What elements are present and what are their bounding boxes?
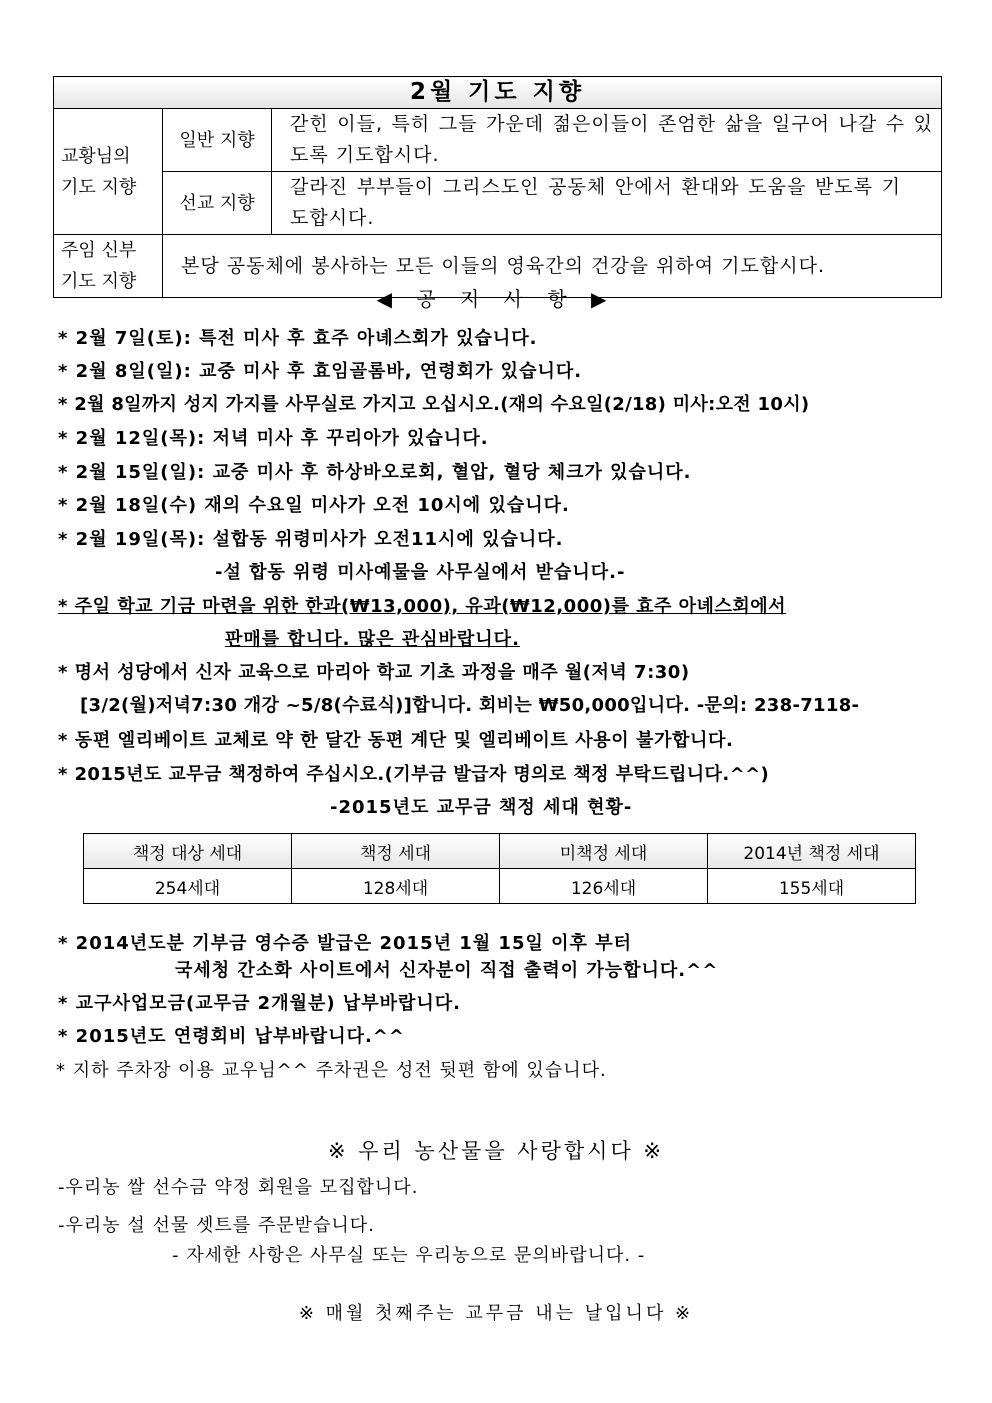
household-status-table (83, 833, 916, 904)
notice-item: * 2월 8일까지 성지 가지를 사무실로 가지고 오십시오.(재의 수요일(2/18) 미사:오전 10시) (58, 394, 810, 415)
notice-item: -설 합동 위령 미사예물을 사무실에서 받습니다.- (215, 562, 626, 583)
general-intention-text: 갇힌 이들, 특히 그들 가운데 젊은이들이 존엄한 삶을 일구어 나갈 수 있도록 기도합시다. (272, 109, 942, 172)
notice-item: * 2월 18일(수) 재의 수요일 미사가 오전 10시에 있습니다. (58, 495, 570, 516)
notice-item: [3/2(월)저녁7:30 개강 ~5/8(수료식)]합니다. 회비는 ₩50,000입니다. -문의: 238-7118- (80, 695, 860, 716)
notice-item: * 2월 8일(일): 교중 미사 후 효임골롬바, 연령회가 있습니다. (58, 361, 583, 382)
farm-item: - 자세한 사항은 사무실 또는 우리농으로 문의바랍니다. - (172, 1245, 646, 1266)
table-cell: 128세대 (292, 869, 500, 904)
table-cell: 126세대 (500, 869, 708, 904)
notice-item: * 교구사업모금(교무금 2개월분) 납부바랍니다. (58, 993, 462, 1014)
notice-item: * 지하 주차장 이용 교우님^^ 주차권은 성전 뒷편 함에 있습니다. (56, 1060, 607, 1081)
notice-item: * 2014년도분 기부금 영수증 발급은 2015년 1월 15일 이후 부터 (58, 933, 632, 954)
farm-heading: ※ 우리 농산물을 사랑합시다 ※ (327, 1139, 665, 1163)
household-table-caption: -2015년도 교무금 책정 세대 현황- (330, 797, 633, 818)
prayer-title: 2월 기도 지향 (54, 77, 942, 109)
pope-intention-label: 교황님의 기도 지향 (54, 109, 163, 235)
general-intention-label: 일반 지향 (163, 109, 272, 172)
notice-item: * 2월 15일(일): 교중 미사 후 하상바오로회, 혈압, 혈당 체크가 있습니다. (58, 462, 692, 483)
table-header-cell: 2014년 책정 세대 (708, 834, 916, 869)
mission-intention-label: 선교 지향 (163, 172, 272, 235)
mission-intention-text: 갈라진 부부들이 그리스도인 공동체 안에서 환대와 도움을 받도록 기도합시다. (272, 172, 942, 235)
pastor-intention-text: 본당 공동체에 봉사하는 모든 이들의 영육간의 건강을 위하여 기도합시다. (163, 235, 942, 298)
footer-note: ※ 매월 첫째주는 교무금 내는 날입니다 ※ (298, 1303, 694, 1324)
table-cell: 254세대 (84, 869, 292, 904)
table-header-cell: 미책정 세대 (500, 834, 708, 869)
notice-item: * 2월 19일(목): 설합동 위령미사가 오전11시에 있습니다. (58, 529, 564, 550)
table-header-cell: 책정 대상 세대 (84, 834, 292, 869)
notice-item: * 2015년도 연령회비 납부바랍니다.^^ (58, 1026, 405, 1047)
notice-item: * 동편 엘리베이트 교체로 약 한 달간 동편 계단 및 엘리베이트 사용이 불가합니다. (58, 730, 734, 751)
notice-item: * 2월 12일(목): 저녁 미사 후 꾸리아가 있습니다. (58, 428, 489, 449)
prayer-intentions-table (53, 76, 942, 298)
pastor-intention-label: 주임 신부 기도 지향 (54, 235, 163, 298)
table-cell: 155세대 (708, 869, 916, 904)
notice-item: * 주일 학교 기금 마련을 위한 한과(₩13,000), 유과(₩12,000)를 효주 아녜스회에서 (58, 596, 786, 617)
table-header-cell: 책정 세대 (292, 834, 500, 869)
notice-item: * 2월 7일(토): 특전 미사 후 효주 아녜스회가 있습니다. (58, 328, 538, 349)
farm-item: -우리농 쌀 선수금 약정 회원을 모집합니다. (58, 1177, 419, 1198)
notice-item: 판매를 합니다. 많은 관심바랍니다. (225, 629, 520, 650)
notice-item: 국세청 간소화 사이트에서 신자분이 직접 출력이 가능합니다.^^ (175, 960, 719, 981)
farm-item: -우리농 설 선물 셋트를 주문받습니다. (58, 1215, 375, 1236)
notice-item: * 2015년도 교무금 책정하여 주십시오.(기부금 발급자 명의로 책정 부탁드립니다.^^) (58, 764, 770, 785)
notice-heading: ◀ 공 지 사 항 ▶ (376, 287, 616, 311)
notice-item: * 명서 성당에서 신자 교육으로 마리아 학교 기초 과정을 매주 월(저녁 7:30) (58, 662, 690, 683)
